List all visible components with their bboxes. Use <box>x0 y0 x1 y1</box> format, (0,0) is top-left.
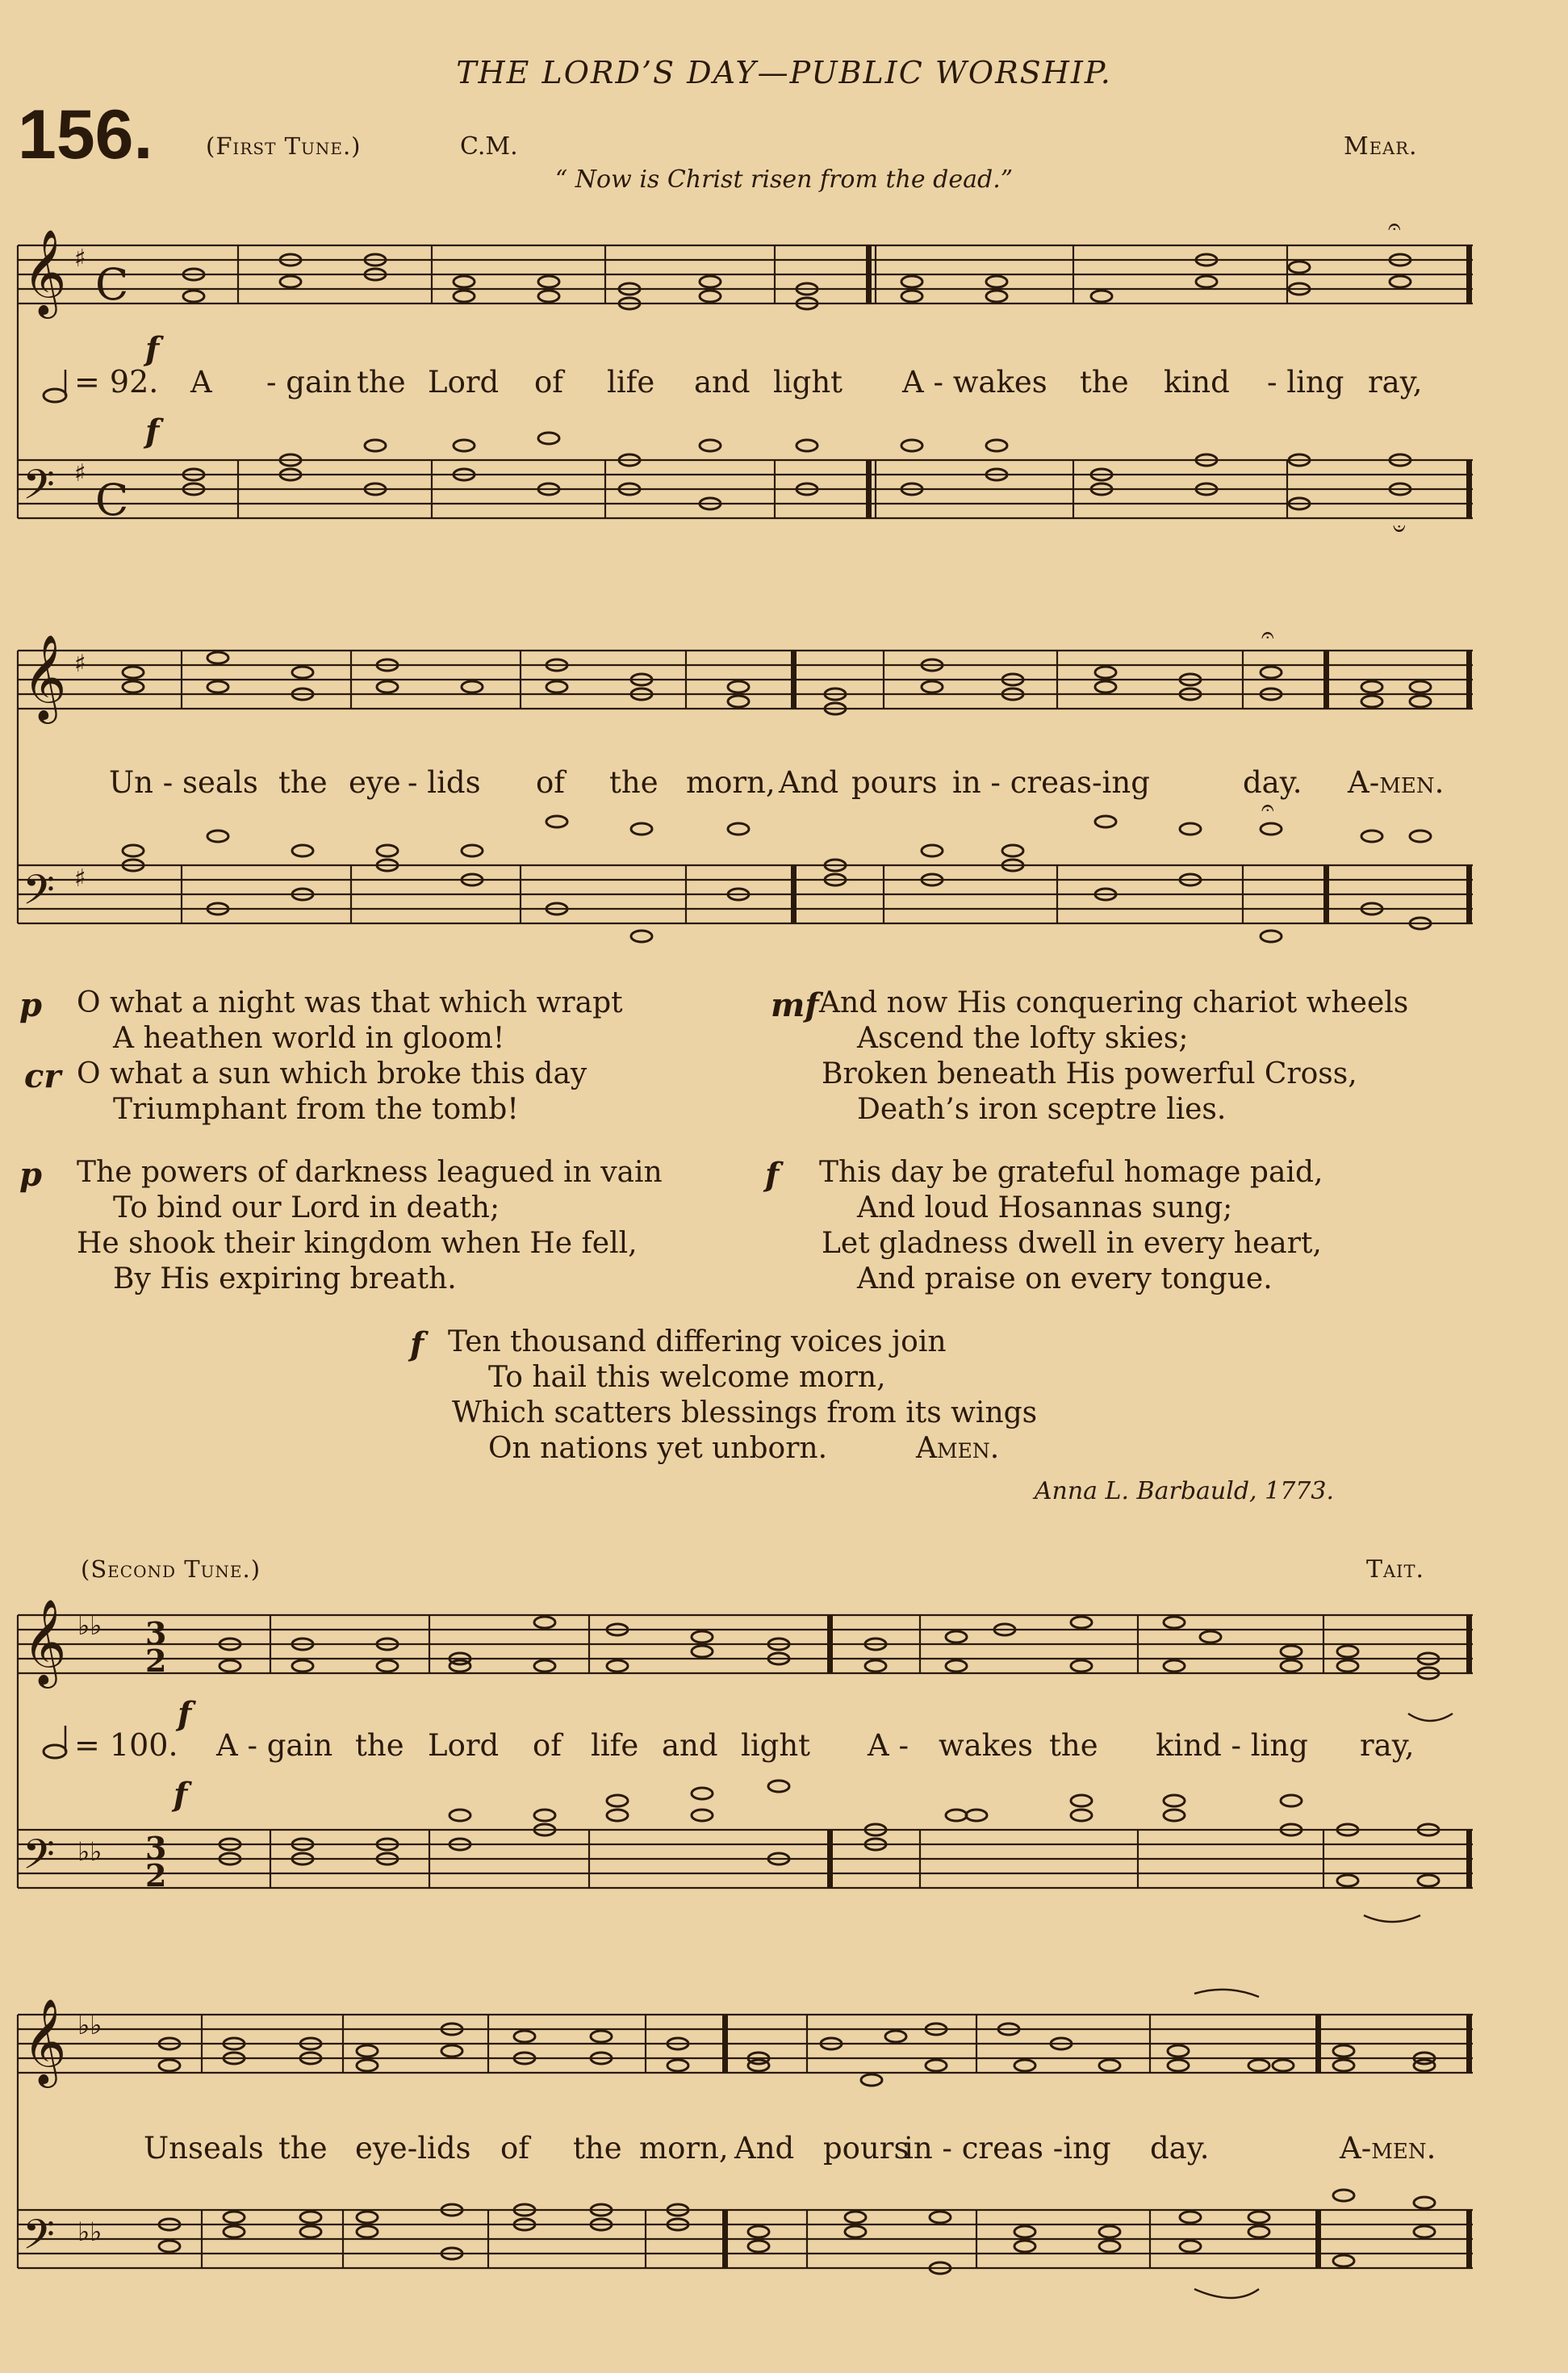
svg-text:kind: kind <box>1164 365 1230 400</box>
treble-clef-icon: 𝄞 <box>23 634 67 720</box>
svg-text:- lids: - lids <box>408 765 481 800</box>
verse-line: Ten thousand differing voices join <box>448 1325 947 1358</box>
dynamic-marking: f <box>145 330 160 368</box>
lyrics-line <box>109 765 1444 800</box>
svg-text:the: the <box>609 765 659 800</box>
verse-line: To bind our Lord in death; <box>113 1191 500 1224</box>
svg-text:Unseals: Unseals <box>144 2131 264 2166</box>
verse-line: And praise on every tongue. <box>857 1262 1273 1295</box>
svg-text:life: life <box>607 365 655 400</box>
svg-text:day.: day. <box>1243 765 1302 800</box>
bass-clef-icon: 𝄢 <box>23 460 55 519</box>
time-signature: C <box>95 475 129 525</box>
svg-text:in - creas-ing: in - creas-ing <box>952 765 1150 800</box>
epigraph: “ Now is Christ risen from the dead.” <box>554 165 1014 194</box>
key-signature-flat: ♭♭ <box>77 1836 102 1867</box>
svg-text:of: of <box>500 2131 529 2166</box>
svg-text:eye: eye <box>349 765 401 800</box>
svg-text:morn,: morn, <box>686 765 776 800</box>
svg-text:and: and <box>662 1728 718 1763</box>
fermata-icon: 𝄐 <box>1261 794 1274 821</box>
dynamic-marking: f <box>145 412 160 450</box>
first-tune-name: Mear. <box>1344 132 1418 161</box>
svg-text:A-men.: A-men. <box>1348 765 1445 800</box>
key-signature-flat: ♭♭ <box>77 1610 102 1641</box>
metronome-mark: = 92. <box>74 364 159 400</box>
svg-text:pours: pours <box>823 2131 909 2166</box>
dynamic-marking: cr <box>24 1057 61 1095</box>
verse-line: On nations yet unborn. <box>488 1432 828 1465</box>
svg-text:A - gain: A - gain <box>216 1728 333 1763</box>
svg-text:the: the <box>573 2131 622 2166</box>
dynamic-marking: p <box>19 1156 42 1194</box>
verse-line: Ascend the lofty skies; <box>857 1022 1189 1055</box>
svg-text:ray,: ray, <box>1360 1728 1415 1763</box>
svg-text:the: the <box>278 2131 328 2166</box>
treble-clef-icon: 𝄞 <box>23 228 67 315</box>
svg-text:of: of <box>536 765 565 800</box>
key-signature-flat: ♭♭ <box>77 2216 102 2247</box>
bass-notes <box>183 433 1411 509</box>
verse-line: The powers of darkness leagued in vain <box>77 1156 663 1189</box>
attribution: Anna L. Barbauld, 1773. <box>1034 1477 1334 1505</box>
verse-line: And loud Hosannas sung; <box>857 1191 1233 1224</box>
slur-icon <box>1194 2289 1259 2298</box>
time-signature-top: 3 <box>145 1830 167 1866</box>
verse-line: Broken beneath His powerful Cross, <box>822 1057 1357 1090</box>
key-signature-flat: ♭♭ <box>77 2010 102 2040</box>
dynamic-marking: p <box>19 986 42 1024</box>
slur-icon <box>1364 1915 1420 1922</box>
dynamic-marking: f <box>178 1695 192 1733</box>
svg-text:A-men.: A-men. <box>1340 2131 1436 2166</box>
dynamic-marking: f <box>765 1156 780 1194</box>
verse-line: To hail this welcome morn, <box>488 1361 886 1394</box>
key-signature-sharp: ♯ <box>74 650 86 678</box>
key-signature-sharp: ♯ <box>74 245 86 273</box>
key-signature-sharp: ♯ <box>74 864 86 893</box>
time-signature-bottom: 2 <box>145 1857 167 1894</box>
svg-text:pours: pours <box>851 765 938 800</box>
time-signature: C <box>95 259 129 310</box>
lyrics-line <box>144 2131 1436 2166</box>
verse-line: Triumphant from the tomb! <box>113 1093 519 1126</box>
svg-text:light: light <box>741 1728 811 1763</box>
lyrics-line <box>215 1728 1415 1763</box>
svg-text:Lord: Lord <box>428 365 500 400</box>
hymn-number: 156. <box>18 96 153 174</box>
svg-text:And: And <box>779 765 839 800</box>
svg-text:the: the <box>1080 365 1129 400</box>
svg-text:kind - ling: kind - ling <box>1156 1728 1308 1763</box>
svg-text:the: the <box>278 765 328 800</box>
fermata-icon: 𝄐 <box>1388 216 1401 240</box>
first-tune-system-1 <box>0 216 1568 555</box>
second-tune-label: (Second Tune.) <box>81 1555 261 1583</box>
second-tune-system-1 <box>0 1586 1568 1925</box>
verse-line: O what a sun which broke this day <box>77 1057 587 1090</box>
svg-text:in - creas -ing: in - creas -ing <box>904 2131 1111 2166</box>
time-signature-bottom: 2 <box>145 1643 167 1679</box>
bass-notes <box>159 2190 1435 2274</box>
treble-clef-icon: 𝄞 <box>23 1598 67 1685</box>
slur-icon <box>1408 1714 1453 1721</box>
dynamic-marking: f <box>410 1325 424 1363</box>
lyrics-line <box>190 365 1423 400</box>
verse-line: A heathen world in gloom! <box>113 1022 505 1055</box>
second-tune-system-2 <box>0 1986 1568 2325</box>
svg-text:the: the <box>357 365 406 400</box>
treble-clef-icon: 𝄞 <box>23 1998 67 2084</box>
svg-text:A -: A - <box>868 1728 909 1763</box>
svg-text:and: and <box>694 365 751 400</box>
bass-clef-icon: 𝄢 <box>23 865 55 924</box>
first-tune-label: (First Tune.) <box>206 132 362 160</box>
verse-line: Death’s iron sceptre lies. <box>857 1093 1227 1126</box>
half-note-icon <box>44 389 66 402</box>
verse-line: O what a night was that which wrapt <box>77 986 623 1019</box>
slur-icon <box>1194 1990 1259 1997</box>
verse-line: And now His conquering chariot wheels <box>819 986 1409 1019</box>
verse-line: By His expiring breath. <box>113 1262 457 1295</box>
svg-text:A - wakes: A - wakes <box>902 365 1047 400</box>
treble-notes <box>159 2024 1435 2086</box>
svg-text:Lord: Lord <box>428 1728 500 1763</box>
page-header: THE LORD’S DAY—PUBLIC WORSHIP. <box>456 55 1112 90</box>
verse-line: Let gladness dwell in every heart, <box>822 1227 1322 1260</box>
svg-text:of: of <box>533 1728 562 1763</box>
svg-text:A: A <box>190 365 212 400</box>
bass-clef-icon: 𝄢 <box>23 1830 55 1889</box>
half-note-icon <box>44 1745 66 1758</box>
svg-text:And: And <box>734 2131 795 2166</box>
verse-line: He shook their kingdom when He fell, <box>77 1227 638 1260</box>
second-tune-name: Tait. <box>1366 1555 1425 1584</box>
svg-text:the: the <box>355 1728 404 1763</box>
verse-line: This day be grateful homage paid, <box>819 1156 1323 1189</box>
svg-text:wakes: wakes <box>939 1728 1034 1763</box>
fermata-icon: 𝄑 <box>1393 515 1406 542</box>
time-signature-top: 3 <box>145 1615 167 1651</box>
first-tune-system-2 <box>0 622 1568 960</box>
svg-text:life: life <box>591 1728 639 1763</box>
svg-text:day.: day. <box>1150 2131 1210 2166</box>
verse-line: Which scatters blessings from its wings <box>452 1396 1038 1429</box>
bass-clef-icon: 𝄢 <box>23 2210 55 2269</box>
svg-text:ray,: ray, <box>1368 365 1423 400</box>
svg-text:of: of <box>534 365 563 400</box>
svg-text:- ling: - ling <box>1267 365 1344 400</box>
svg-text:the: the <box>1049 1728 1098 1763</box>
first-tune-meter: C.M. <box>460 132 518 161</box>
svg-text:Un - seals: Un - seals <box>109 765 258 800</box>
treble-notes <box>123 652 1431 714</box>
metronome-mark: = 100. <box>74 1727 178 1763</box>
svg-text:eye-lids: eye-lids <box>355 2131 471 2166</box>
dynamic-marking: f <box>174 1776 188 1814</box>
svg-text:morn,: morn, <box>639 2131 729 2166</box>
treble-notes <box>183 254 1411 309</box>
dynamic-marking: mf <box>771 986 819 1024</box>
amen-word: Amen. <box>916 1432 1000 1465</box>
key-signature-sharp: ♯ <box>74 459 86 488</box>
fermata-icon: 𝄐 <box>1261 622 1274 648</box>
svg-text:light: light <box>773 365 843 400</box>
svg-text:- gain: - gain <box>266 365 352 400</box>
